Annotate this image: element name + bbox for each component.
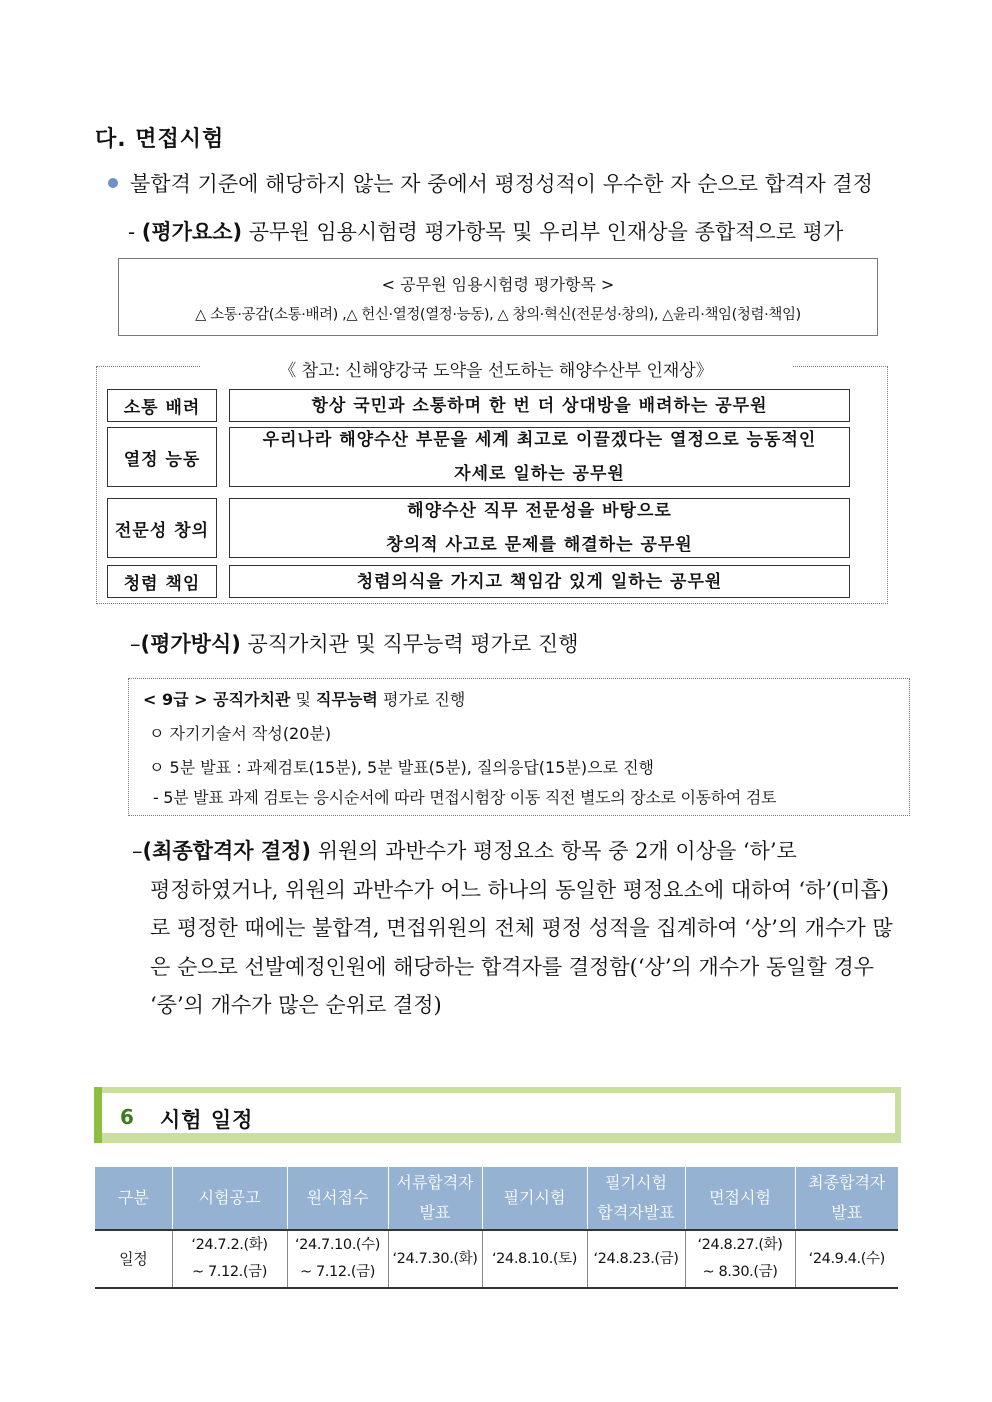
header-text: 시험공고 [198,1188,261,1207]
cell-text: ‘24.7.10.(수) [294,1237,381,1253]
bullet-sentence: 불합격 기준에 해당하지 않는 자 중에서 평정성적이 우수한 자 순으로 합격자 결정 [130,172,873,196]
talent-label: 청렴 책임 [107,565,217,598]
grade-label: < 9급 > 공직가치관 [143,690,291,709]
table-row [95,1230,898,1288]
eval-method-line [130,628,579,658]
cell-text: ~ 7.12.(금) [300,1264,375,1280]
method-note: - 5분 발표 과제 검토는 응시순서에 따라 면접시험장 이동 직전 별도의 장소로 이동하여 검토 [153,788,777,807]
cell-text: 일정 [119,1249,148,1268]
method-box-title [143,687,465,710]
cell-text: ~ 7.12.(금) [192,1264,267,1280]
header-text: 최종합격자 [808,1173,886,1192]
cell-text: ‘24.8.10.(토) [491,1250,578,1267]
header-cell [482,1167,587,1230]
cell-text: ‘24.7.2.(화) [191,1237,268,1253]
talent-line: 창의적 사고로 문제를 해결하는 공무원 [386,535,693,555]
dash-marker: – [132,839,143,863]
eval-method-label: (평가방식) [140,632,241,656]
eval-method-text: 공직가치관 및 직무능력 평가로 진행 [240,632,579,656]
method-item: ㅇ 자기기술서 작성(20분) [149,724,332,743]
header-text: 발표 [831,1203,863,1222]
talent-label: 열정 능동 [107,427,217,487]
section-bar-accent [94,1087,102,1143]
table-cell [795,1230,898,1288]
header-cell [287,1167,388,1230]
dash-marker: - [128,220,142,244]
talent-description [229,565,850,598]
bullet-dot-icon [108,178,118,188]
criteria-items: △ 소통·공감(소통·배려) ,△ 헌신·열정(열정·능동), △ 창의·혁신(전문성·창의), △윤리·책임(청렴·책임) [195,307,801,323]
competency-label: 직무능력 [316,690,378,709]
method-suffix: 평가로 진행 [377,690,466,709]
schedule-table [95,1167,898,1289]
bullet-text [108,168,873,198]
table-cell [172,1230,287,1288]
talent-description [229,498,850,558]
talent-description [229,389,850,422]
final-decision-text-continued: 평정하였거나, 위원의 과반수가 어느 하나의 동일한 평정요소에 대하여 ‘하’(미흡)로 평정한 때에는 불합격, 면접위원의 전체 평정 성적을 집계하여 ‘상’의 개수가 많은 순으로 선발예정인원에 해당하는 합격자를 결정함(‘상’의 개수가 동일할 경우 ‘중’의 개수가 많은 순위로 결정) [150,877,893,1017]
section-title: 시험 일정 [160,1108,254,1132]
reference-title: 《 참고: 신해양강국 도약을 선도하는 해양수산부 인재상》 [200,356,792,381]
talent-description [229,427,850,487]
header-cell [95,1167,172,1230]
cell-text: ‘24.8.27.(화) [697,1237,783,1253]
table-cell [388,1230,482,1288]
criteria-title: < 공무원 임용시험령 평가항목 > [381,275,615,294]
talent-line: 청렴의식을 가지고 책임감 있게 일하는 공무원 [356,571,723,592]
cell-text: ‘24.8.23.(금) [593,1250,679,1267]
header-cell [388,1167,482,1230]
header-text: 구분 [117,1188,149,1207]
section-heading: 다. 면접시험 [95,127,225,152]
talent-label: 소통 배려 [107,389,217,422]
header-cell [172,1167,287,1230]
section-number: 6 [120,1105,134,1129]
talent-line: 우리나라 해양수산 부문을 세계 최고로 이끌겠다는 열정으로 능동적인 [262,430,817,450]
table-cell [482,1230,587,1288]
eval-elements-text: 공무원 임용시험령 평가항목 및 우리부 인재상을 종합적으로 평가 [242,220,844,244]
method-item: ㅇ 5분 발표 : 과제검토(15분), 5분 발표(5분), 질의응답(15분)으로 진행 [149,758,654,777]
dash-marker: – [130,632,141,656]
eval-elements-label: (평가요소) [141,220,243,244]
header-text: 필기시험 [503,1188,566,1207]
header-text: 발표 [419,1203,451,1222]
table-cell [587,1230,685,1288]
header-text: 합격자발표 [597,1203,675,1222]
header-cell [587,1167,685,1230]
talent-line: 항상 국민과 소통하며 한 번 더 상대방을 배려하는 공무원 [311,395,768,416]
table-cell [95,1230,172,1288]
criteria-box [118,258,878,336]
talent-label: 전문성 창의 [107,498,217,558]
header-text: 필기시험 [605,1173,667,1192]
table-cell [287,1230,388,1288]
cell-text: ‘24.9.4.(수) [808,1250,885,1267]
header-cell [795,1167,898,1230]
header-text: 원서접수 [306,1188,369,1207]
header-text: 면접시험 [709,1188,771,1207]
header-text: 서류합격자 [396,1173,474,1192]
final-decision-paragraph [132,832,902,1025]
final-decision-label: (최종합격자 결정) [142,839,312,863]
cell-text: ~ 8.30.(금) [702,1264,778,1280]
cell-text: ‘24.7.30.(화) [392,1250,478,1267]
table-header-row [95,1167,898,1230]
table-cell [685,1230,795,1288]
conjunction: 및 [290,690,317,709]
method-box [128,678,910,816]
header-cell [685,1167,795,1230]
eval-elements-line [128,216,843,246]
talent-line: 자세로 일하는 공무원 [454,464,625,484]
final-decision-text: 위원의 과반수가 평정요소 항목 중 2개 이상을 ‘하’로 [311,839,797,863]
talent-line: 해양수산 직무 전문성을 바탕으로 [407,501,672,521]
